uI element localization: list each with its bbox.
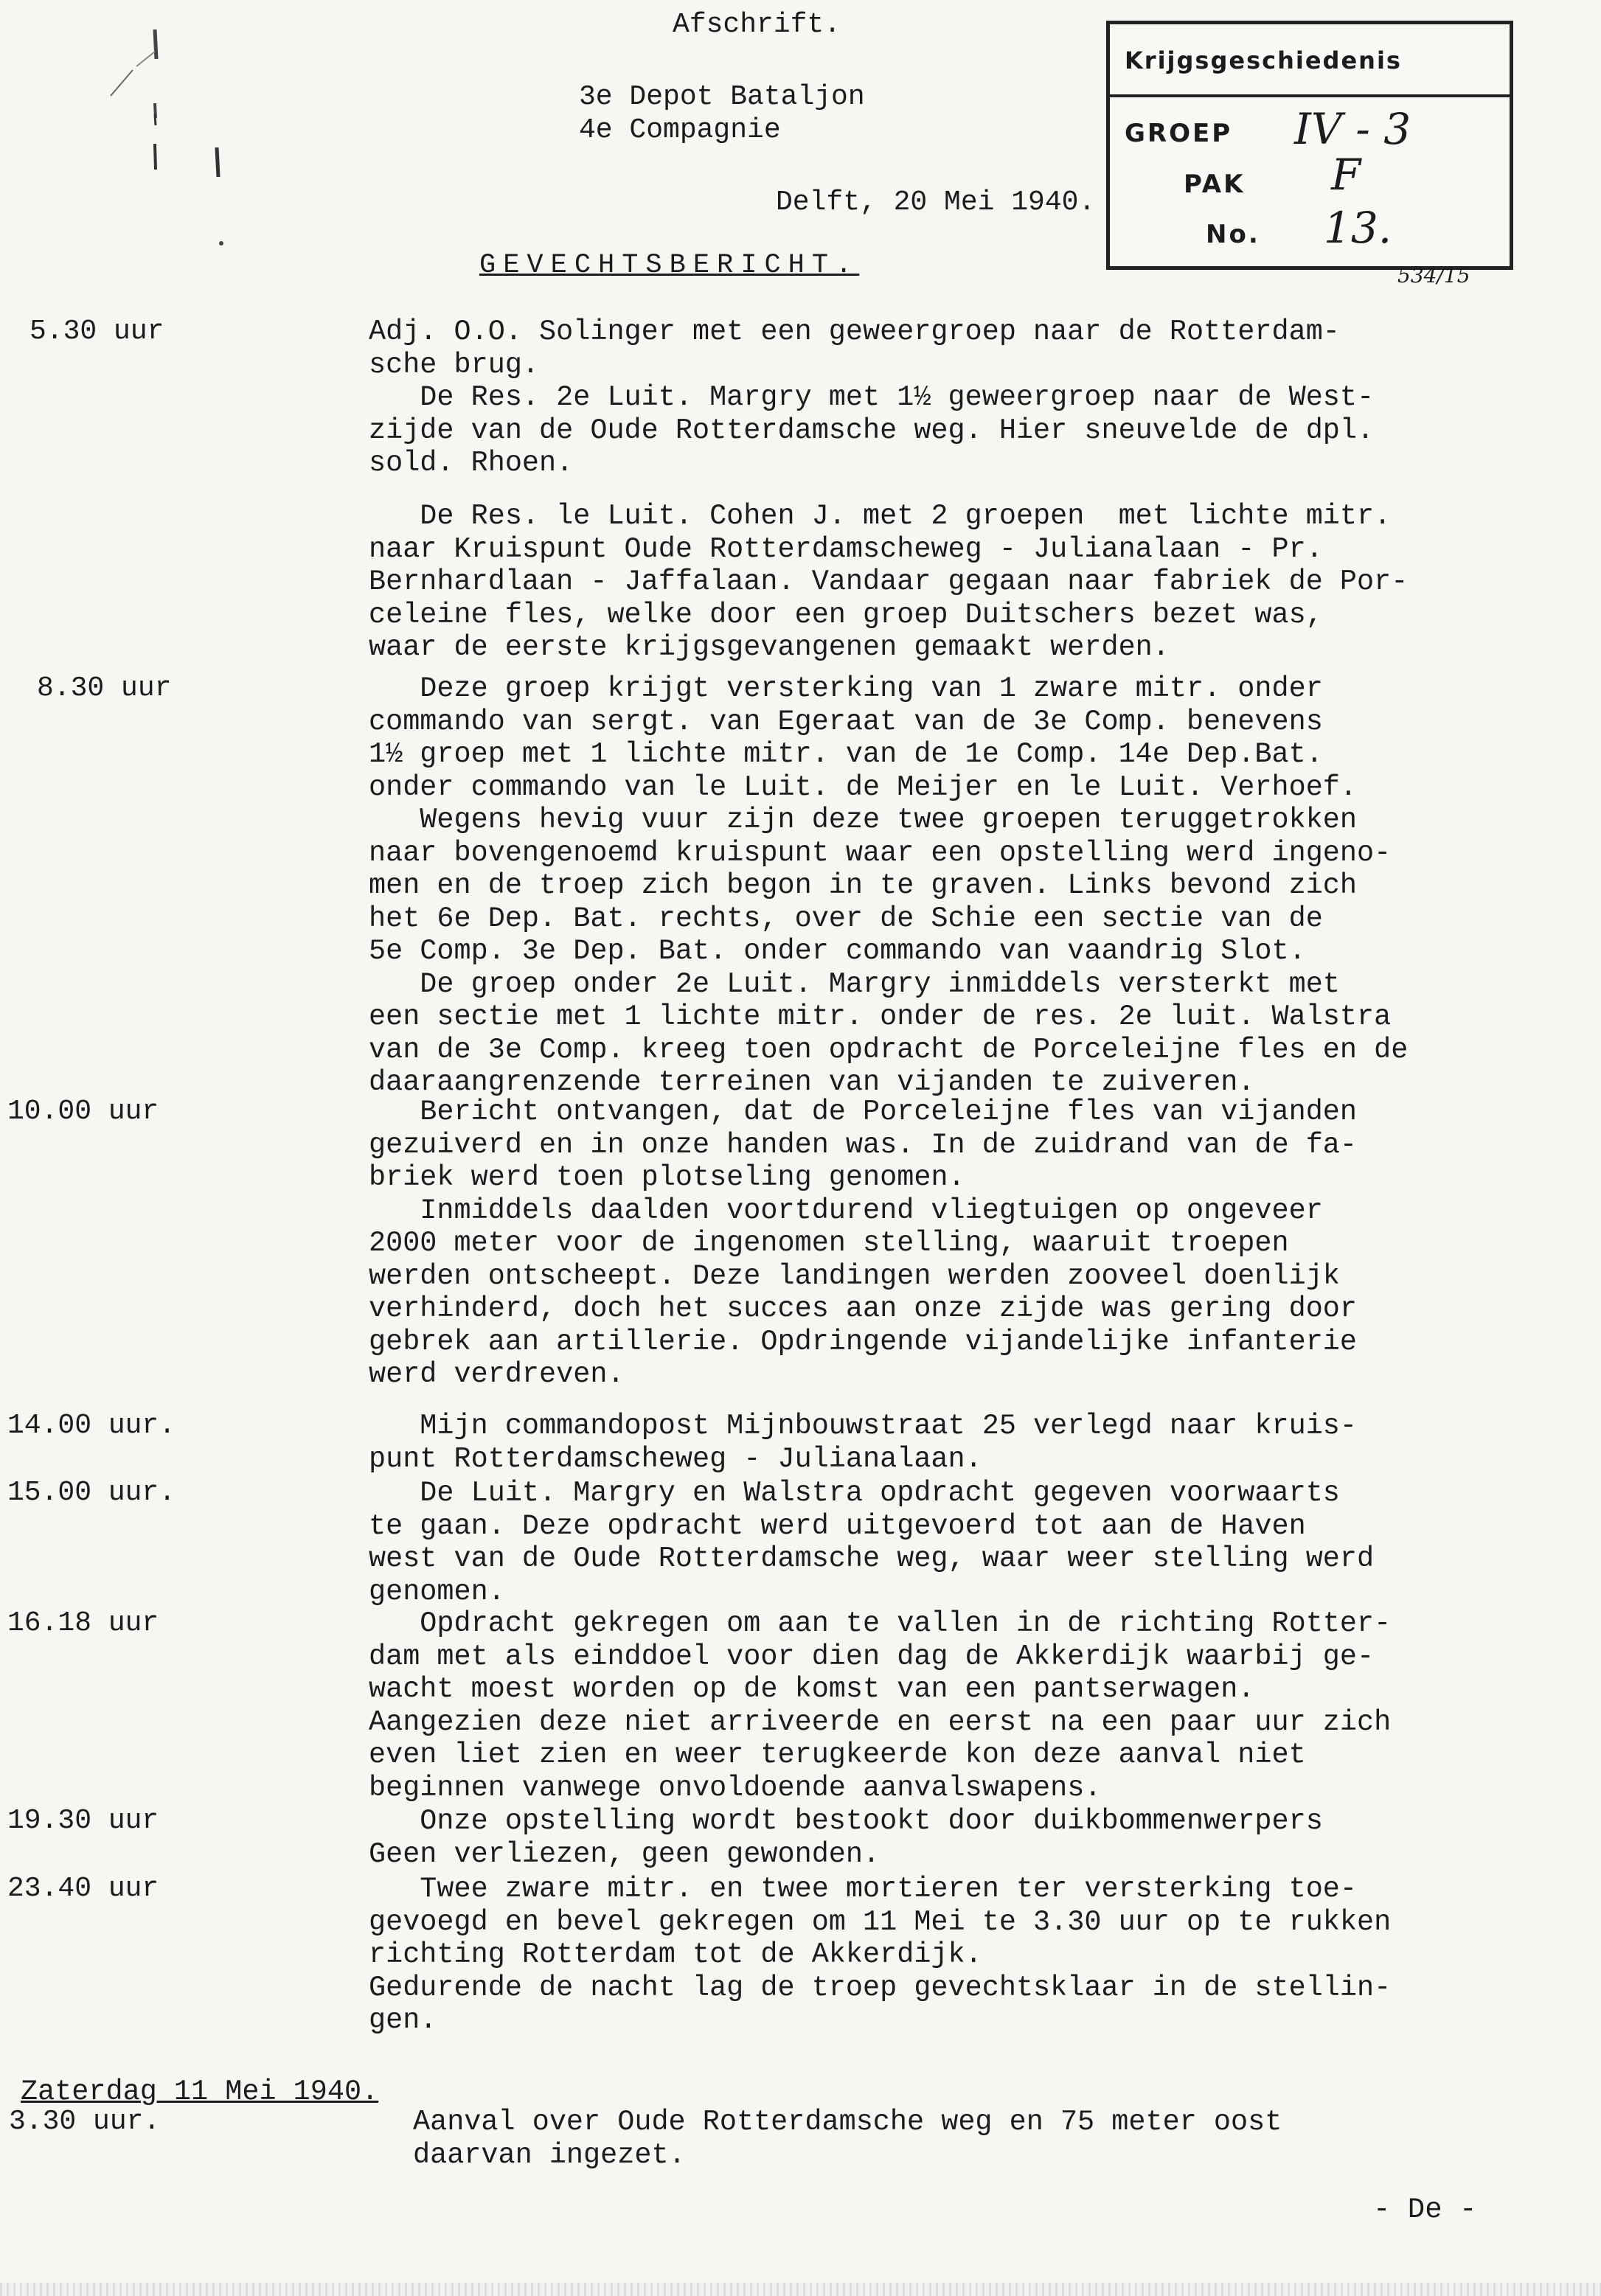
entry-body (369, 1410, 1586, 1475)
entry-body (369, 316, 1586, 480)
entry-line: richting Rotterdam tot de Akkerdijk. (369, 1938, 982, 1971)
entry-line: daaraangrenzende terreinen van vijanden te zuiveren. (369, 1066, 1255, 1099)
entry-line: naar bovengenoemd kruispunt waar een opstelling werd ingeno- (369, 836, 1392, 869)
scan-edge (0, 2283, 1601, 2296)
entry-time: 19.30 uur (7, 1805, 159, 1837)
entry-line: werden ontscheept. Deze landingen werden zooveel doenlijk (369, 1259, 1340, 1293)
entry-line: werd verdreven. (369, 1358, 625, 1391)
document-heading: Afschrift. (673, 9, 841, 41)
entry-line: 5e Comp. 3e Dep. Bat. onder commando van vaandrig Slot. (369, 935, 1306, 967)
entry-line: Adj. O.O. Solinger met een geweergroep naar de Rotterdam- (369, 316, 1340, 348)
entry-line: verhinderd, doch het succes aan onze zijde was gering door (369, 1293, 1358, 1325)
entry-line: commando van sergt. van Egeraat van de 3e Comp. benevens (369, 705, 1323, 738)
entry-line: Gedurende de nacht lag de troep gevechtsklaar in de stellin- (369, 1971, 1392, 2004)
entry-line: beginnen vanwege onvoldoende aanvalswapens. (369, 1771, 1102, 1804)
entry-line: Aanval over Oude Rotterdamsche weg en 75 meter oost (413, 2106, 1282, 2138)
entry-line: Geen verliezen, geen gewonden. (369, 1837, 881, 1871)
entry-line: west van de Oude Rotterdamsche weg, waar weer stelling werd (369, 1542, 1375, 1575)
entry-line: genomen. (369, 1575, 505, 1608)
stamp-no-value: 13. (1324, 203, 1392, 253)
entry-body (369, 500, 1586, 664)
place-date: Delft, 20 Mei 1940. (776, 187, 1096, 218)
entry-line: De Res. 2e Luit. Margry met 1½ geweergroep naar de West- (369, 381, 1375, 414)
stamp-heading: Krijgsgeschiedenis (1125, 46, 1402, 74)
entry-time: 14.00 uur. (7, 1410, 176, 1441)
entry-line: te gaan. Deze opdracht werd uitgevoerd tot aan de Haven (369, 1509, 1306, 1542)
entry-line: waar de eerste krijgsgevangenen gemaakt werden. (369, 631, 1170, 664)
entry-line: Bericht ontvangen, dat de Porceleijne fles van vijanden (369, 1096, 1358, 1128)
entry-line: gevoegd en bevel gekregen om 11 Mei te 3.30 uur op te rukken (369, 1905, 1392, 1938)
entry-line: zijde van de Oude Rotterdamsche weg. Hier sneuvelde de dpl. (369, 414, 1375, 447)
entry-time: 5.30 uur (29, 316, 164, 347)
entry-line: Onze opstelling wordt bestookt door duikbommenwerpers (369, 1805, 1323, 1837)
entry-line: even liet zien en weer terugkeerde kon deze aanval niet (369, 1739, 1306, 1771)
entry-line: Deze groep krijgt versterking van 1 zware mitr. onder (369, 672, 1323, 705)
entry-line: Aangezien deze niet arriveerde en eerst na een paar uur zich (369, 1705, 1392, 1739)
entry-line: 1½ groep met 1 lichte mitr. van de 1e Comp. 14e Dep.Bat. (369, 738, 1323, 770)
entry-line: sche brug. (369, 348, 540, 381)
entry-line: van de 3e Comp. kreeg toen opdracht de Porceleijne fles en de (369, 1033, 1409, 1066)
stamp-no-label: No. (1206, 220, 1260, 249)
entry-line: celeine fles, welke door een groep Duitschers bezet was, (369, 598, 1323, 631)
entry-line: 2000 meter voor de ingenomen stelling, waaruit troepen (369, 1227, 1289, 1259)
entry-line: Inmiddels daalden voortdurend vliegtuigen op ongeveer (369, 1194, 1323, 1227)
stamp-groep-value: IV - 3 (1294, 104, 1411, 154)
entry-body (413, 2106, 1601, 2171)
entry-line: men en de troep zich begon in te graven. Links bevond zich (369, 869, 1358, 902)
entry-body (369, 1096, 1586, 1391)
stamp-pak-label: PAK (1184, 170, 1246, 199)
entry-body (369, 1607, 1586, 1804)
entry-line: punt Rotterdamscheweg - Julianalaan. (369, 1442, 982, 1475)
section-date: Zaterdag 11 Mei 1940. (21, 2076, 379, 2108)
entry-time: 3.30 uur. (9, 2106, 161, 2137)
entry-line: Wegens hevig vuur zijn deze twee groepen teruggetrokken (369, 804, 1358, 836)
entry-line: naar Kruispunt Oude Rotterdamscheweg - Julianalaan - Pr. (369, 532, 1323, 566)
entry-line: De groep onder 2e Luit. Margry inmiddels versterkt met (369, 967, 1340, 1001)
continuation-marker: - De - (1373, 2194, 1477, 2226)
unit-line-battalion: 3e Depot Bataljon (579, 81, 865, 113)
entry-time: 8.30 uur (37, 672, 172, 704)
entry-body (369, 1477, 1586, 1608)
stamp-pak-value: F (1331, 150, 1361, 200)
entry-line: Bernhardlaan - Jaffalaan. Vandaar gegaan naar fabriek de Por- (369, 566, 1409, 598)
entry-line: wacht moest worden op de komst van een pantserwagen. (369, 1673, 1255, 1705)
entry-time: 15.00 uur. (7, 1477, 176, 1509)
entry-body (369, 1873, 1586, 2037)
entry-body (369, 672, 1586, 1099)
stamp-heading-row (1110, 24, 1510, 97)
entry-line: Opdracht gekregen om aan te vallen in de richting Rotter- (369, 1607, 1392, 1640)
entry-line: een sectie met 1 lichte mitr. onder de res. 2e luit. Walstra (369, 1001, 1392, 1033)
entry-body (369, 1805, 1586, 1871)
entry-line: gen. (369, 2004, 437, 2036)
unit-line-company: 4e Compagnie (579, 114, 781, 146)
entry-line: dam met als einddoel voor dien dag de Akkerdijk waarbij ge- (369, 1640, 1375, 1673)
entry-line: daarvan ingezet. (413, 2138, 686, 2171)
report-title: GEVECHTSBERICHT. (479, 250, 860, 281)
entry-line: het 6e Dep. Bat. rechts, over de Schie een sectie van de (369, 902, 1323, 935)
entry-line: De Luit. Margry en Walstra opdracht gegeven voorwaarts (369, 1477, 1340, 1509)
archive-stamp (1106, 21, 1513, 270)
stamp-groep-label: GROEP (1125, 119, 1233, 148)
entry-line: briek werd toen plotseling genomen. (369, 1161, 965, 1194)
handwritten-reference: 534/15 (1397, 263, 1470, 288)
entry-line: Mijn commandopost Mijnbouwstraat 25 verlegd naar kruis- (369, 1410, 1358, 1442)
entry-line: gezuiverd en in onze handen was. In de zuidrand van de fa- (369, 1128, 1358, 1161)
entry-line: onder commando van le Luit. de Meijer en le Luit. Verhoef. (369, 770, 1358, 804)
pencil-marks (44, 0, 236, 265)
entry-time: 10.00 uur (7, 1096, 159, 1127)
entry-line: gebrek aan artillerie. Opdringende vijandelijke infanterie (369, 1325, 1358, 1358)
entry-line: De Res. le Luit. Cohen J. met 2 groepen met lichte mitr. (369, 500, 1392, 532)
entry-line: Twee zware mitr. en twee mortieren ter versterking toe- (369, 1873, 1358, 1905)
entry-line: sold. Rhoen. (369, 447, 574, 479)
entry-time: 23.40 uur (7, 1873, 159, 1904)
entry-time: 16.18 uur (7, 1607, 159, 1639)
